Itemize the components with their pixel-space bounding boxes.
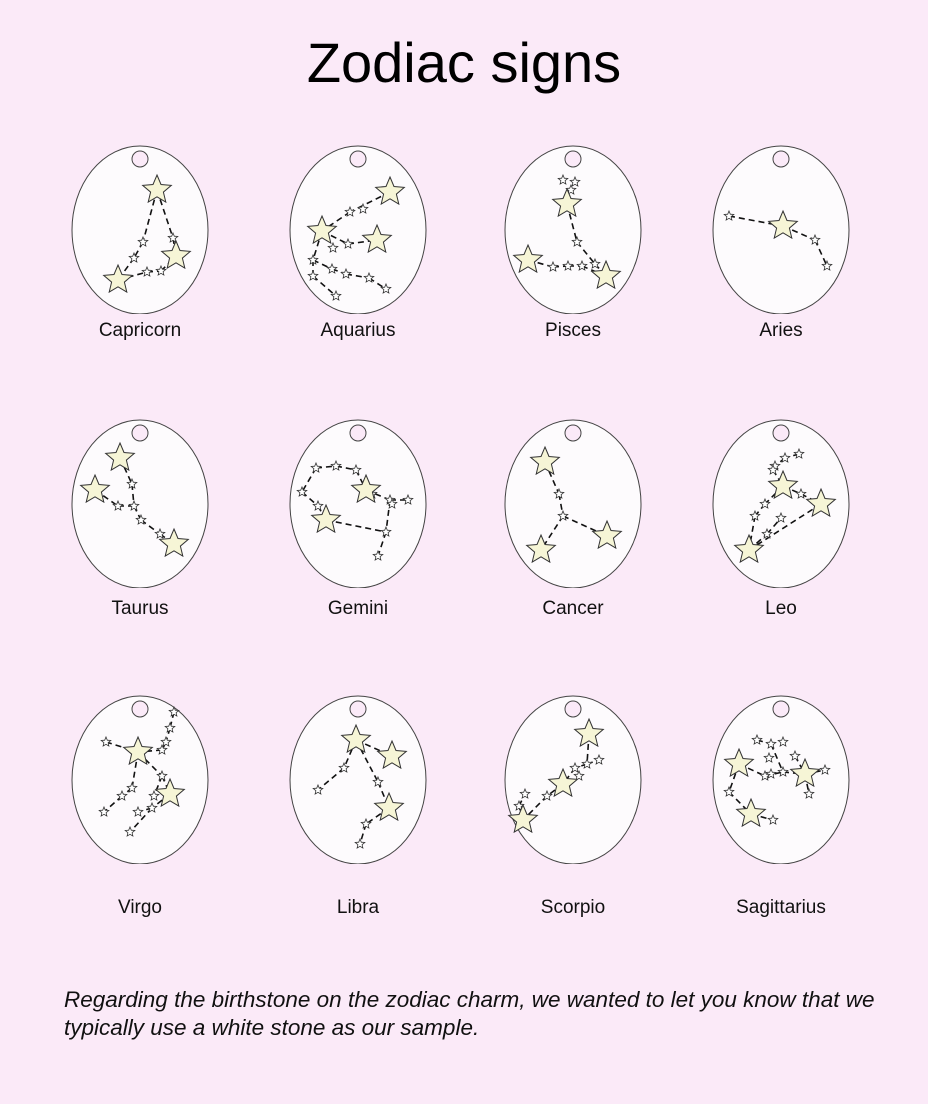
charm-oval <box>505 420 641 588</box>
sign-label: Capricorn <box>98 320 182 341</box>
constellation-libra <box>268 684 448 864</box>
charm-cancer <box>483 408 663 638</box>
charm-ring-hole <box>773 151 789 167</box>
sign-label: Pisces <box>545 320 601 341</box>
page-title: Zodiac signs <box>306 31 622 94</box>
charm-taurus <box>50 408 230 638</box>
constellation-taurus <box>50 408 230 588</box>
sign-label: Sagittarius <box>736 897 826 918</box>
charm-gemini <box>268 408 448 638</box>
sign-label: Gemini <box>327 598 389 619</box>
constellation-cancer <box>483 408 663 588</box>
charm-leo <box>691 408 871 638</box>
charm-pisces <box>483 134 663 364</box>
sign-label: Cancer <box>542 598 604 619</box>
constellation-sagittarius <box>691 684 871 864</box>
sign-label: Aries <box>759 320 803 341</box>
charm-ring-hole <box>132 701 148 717</box>
charm-oval <box>72 420 208 588</box>
constellation-virgo <box>50 684 230 864</box>
charm-oval <box>505 146 641 314</box>
constellation-capricorn <box>50 134 230 314</box>
charm-ring-hole <box>132 425 148 441</box>
constellation-scorpio <box>483 684 663 864</box>
constellation-aries <box>691 134 871 314</box>
charm-ring-hole <box>565 701 581 717</box>
sign-label: Taurus <box>111 598 169 619</box>
sign-label: Libra <box>336 897 380 918</box>
charm-oval <box>290 146 426 314</box>
charm-ring-hole <box>565 425 581 441</box>
constellation-pisces <box>483 134 663 314</box>
charm-oval <box>713 696 849 864</box>
sign-label: Leo <box>765 598 797 619</box>
charm-aries <box>691 134 871 364</box>
charm-sagittarius <box>691 684 871 918</box>
birthstone-note: Regarding the birthstone on the zodiac charm, we wanted to let you know that we typically use a white stone as our sample. <box>64 987 875 1040</box>
sign-label: Scorpio <box>540 897 606 918</box>
sign-label: Virgo <box>117 897 162 918</box>
sign-label: Aquarius <box>320 320 396 341</box>
charm-oval <box>72 146 208 314</box>
charm-capricorn <box>50 134 230 364</box>
charm-ring-hole <box>132 151 148 167</box>
charm-oval <box>290 696 426 864</box>
constellation-gemini <box>268 408 448 588</box>
charm-ring-hole <box>350 425 366 441</box>
charm-oval <box>72 696 208 864</box>
charm-aquarius <box>268 134 448 364</box>
charm-virgo <box>50 684 230 918</box>
constellation-leo <box>691 408 871 588</box>
charm-ring-hole <box>350 701 366 717</box>
constellation-aquarius <box>268 134 448 314</box>
charm-ring-hole <box>773 701 789 717</box>
charm-ring-hole <box>565 151 581 167</box>
charm-ring-hole <box>350 151 366 167</box>
charm-libra <box>268 684 448 918</box>
charm-scorpio <box>483 684 663 918</box>
charm-ring-hole <box>773 425 789 441</box>
